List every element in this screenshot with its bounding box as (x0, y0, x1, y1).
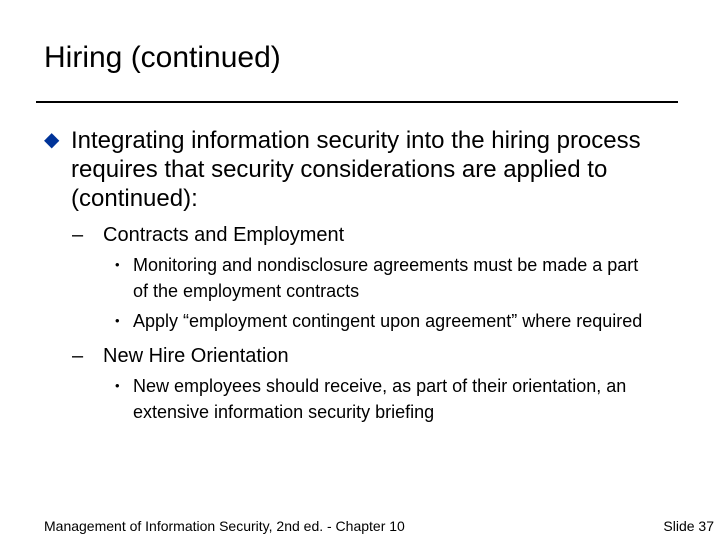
slide-title: Hiring (continued) (44, 41, 281, 74)
diamond-bullet-icon: ◆ (44, 129, 60, 151)
list-item (44, 373, 643, 425)
slide-content (44, 126, 674, 425)
dot-bullet-icon: • (115, 257, 120, 272)
list-item (44, 308, 643, 334)
section-heading-contracts (44, 223, 674, 247)
list-item-text: New employees should receive, as part of their orientation, an extensive information security briefing (133, 376, 627, 422)
dash-bullet-icon: – (72, 345, 84, 367)
dot-bullet-icon: • (115, 378, 120, 393)
slide-number: Slide 37 (663, 518, 714, 534)
footer-source: Management of Information Security, 2nd ed. - Chapter 10 (44, 518, 405, 534)
title-divider (36, 101, 678, 103)
section-heading-text: Contracts and Employment (103, 224, 345, 246)
main-bullet-text: Integrating information security into the hiring process requires that security considerations are applied to (continued): (71, 127, 641, 212)
dash-bullet-icon: – (72, 224, 84, 246)
dot-bullet-icon: • (115, 313, 120, 328)
list-item-text: Monitoring and nondisclosure agreements must be made a part of the employment contracts (133, 255, 639, 301)
section-heading-orientation (44, 344, 674, 368)
list-item (44, 252, 643, 304)
main-bullet (44, 126, 674, 213)
list-item-text: Apply “employment contingent upon agreement” where required (133, 311, 643, 331)
section-heading-text: New Hire Orientation (103, 345, 289, 367)
